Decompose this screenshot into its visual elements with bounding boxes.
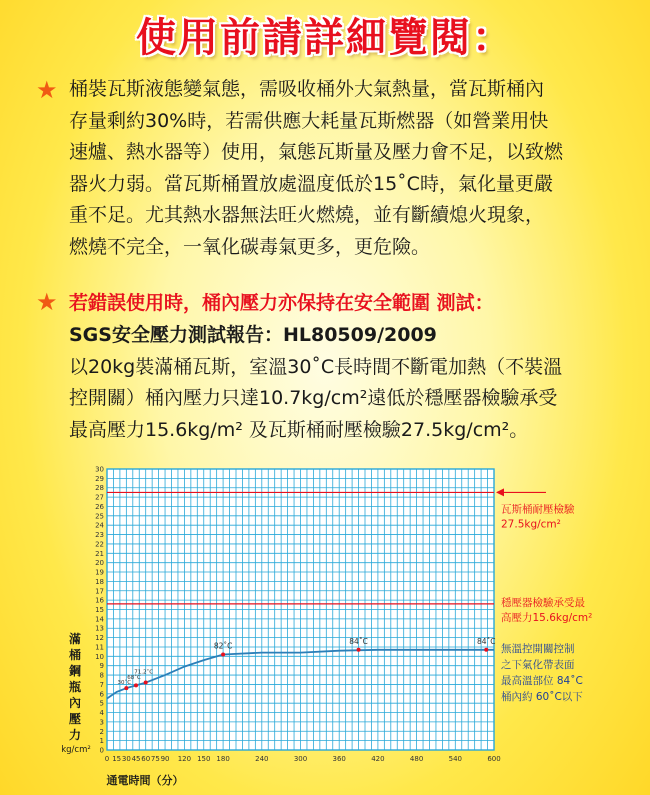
- section-pressure-test: [36, 290, 636, 450]
- page-title: 使用前請詳細覽閱：: [136, 15, 514, 61]
- notice-line: 燃燒不完全，一氧化碳毒氣更多，更危險。: [69, 235, 431, 258]
- reference-arrow-head: [496, 488, 504, 496]
- point-label: 68˚C: [127, 674, 141, 681]
- x-tick-label: 420: [371, 755, 385, 763]
- y-tick-label: 25: [95, 512, 104, 521]
- notice-line: 桶裝瓦斯液態變氣態，需吸收桶外大氣熱量，當瓦斯桶內: [69, 78, 545, 100]
- y-tick-label: 11: [95, 643, 104, 652]
- notice-line: 速爐、熱水器等）使用，氣態瓦斯量及壓力會不足，以致燃: [69, 141, 564, 163]
- x-tick-label: 600: [487, 755, 501, 763]
- y-tick-label: 13: [95, 624, 104, 633]
- x-tick-label: 150: [197, 755, 211, 763]
- y-tick-label: 6: [99, 690, 104, 699]
- test-heading: 若錯誤使用時，桶內壓力亦保持在安全範圍 測試：: [69, 292, 494, 314]
- x-axis-label: 通電時間（分）: [106, 774, 184, 787]
- y-tick-label: 17: [95, 587, 104, 596]
- y-tick-label: 26: [95, 502, 104, 511]
- star-icon: ★: [36, 288, 58, 316]
- y-axis-unit: kg/cm²: [61, 745, 91, 755]
- test-text: [69, 320, 639, 446]
- y-tick-label: 3: [99, 718, 104, 727]
- x-tick-label: 180: [216, 755, 230, 763]
- y-tick-label: 27: [95, 493, 104, 502]
- test-line: 以20kg裝滿桶瓦斯，室溫30˚C長時間不斷電加熱（不裝溫: [69, 355, 563, 378]
- point-label: 84˚C: [476, 636, 496, 646]
- y-tick-label: 7: [99, 680, 104, 689]
- data-point: [134, 683, 138, 687]
- reference-label: 27.5kg/cm²: [501, 518, 561, 531]
- reference-label: 瓦斯桶耐壓檢驗: [501, 503, 575, 516]
- x-tick-label: 15: [112, 755, 122, 763]
- y-tick-label: 30: [95, 465, 104, 474]
- reference-label: 高壓力15.6kg/cm²: [501, 611, 593, 624]
- y-tick-label: 10: [95, 652, 104, 661]
- y-tick-label: 19: [95, 568, 104, 577]
- x-tick-label: 45: [131, 755, 141, 763]
- y-tick-label: 0: [99, 746, 104, 755]
- data-point: [221, 652, 225, 656]
- y-axis-label-char: 滿: [68, 632, 82, 646]
- y-tick-label: 28: [95, 484, 104, 493]
- report-title: SGS安全壓力測試報告：HL80509/2009: [69, 324, 437, 346]
- x-tick-label: 240: [255, 755, 269, 763]
- pressure-chart: [0, 460, 650, 795]
- data-point: [124, 686, 128, 690]
- x-tick-label: 60: [141, 755, 151, 763]
- chart-note: 無溫控開關控制: [501, 643, 575, 655]
- x-tick-label: 360: [332, 755, 346, 763]
- y-tick-label: 8: [99, 671, 104, 680]
- y-tick-label: 5: [99, 699, 104, 708]
- x-tick-label: 75: [150, 755, 160, 763]
- y-tick-label: 14: [95, 615, 104, 624]
- y-axis-label-char: 壓: [68, 712, 82, 726]
- x-tick-label: 540: [448, 755, 462, 763]
- pressure-chart-svg: [0, 460, 650, 795]
- y-tick-label: 12: [95, 634, 104, 643]
- x-tick-label: 0: [104, 755, 110, 763]
- chart-note: 最高溫部位 84˚C: [501, 675, 583, 687]
- notice-text: [69, 74, 639, 263]
- reference-label: 穩壓器檢驗承受最: [501, 596, 585, 609]
- y-tick-label: 20: [95, 559, 104, 568]
- y-tick-label: 2: [99, 727, 104, 736]
- y-tick-label: 18: [95, 577, 104, 586]
- x-tick-label: 90: [160, 755, 170, 763]
- chart-note: 之下氣化帶表面: [501, 659, 575, 671]
- notice-line: 器火力弱。當瓦斯桶置放處溫度低於15˚C時，氣化量更嚴: [69, 172, 553, 195]
- notice-line: 重不足。尤其熱水器無法旺火燃燒，並有斷續熄火現象，: [69, 204, 545, 226]
- y-tick-label: 22: [95, 540, 104, 549]
- y-axis-label-char: 鋼: [68, 664, 82, 678]
- star-icon: ★: [36, 76, 58, 104]
- data-point: [484, 648, 488, 652]
- x-tick-label: 300: [293, 755, 308, 763]
- point-label: 84˚C: [349, 636, 368, 646]
- data-point: [144, 681, 148, 685]
- y-tick-label: 23: [95, 531, 104, 540]
- x-tick-label: 480: [409, 755, 424, 763]
- y-axis-label-char: 力: [68, 728, 82, 742]
- point-label: 82˚C: [213, 641, 233, 651]
- y-tick-label: 9: [99, 662, 104, 671]
- y-axis-label-char: 桶: [68, 648, 82, 662]
- y-tick-label: 16: [95, 596, 104, 605]
- point-label: 30˚C: [117, 680, 132, 687]
- data-point: [357, 648, 361, 652]
- test-line: 最高壓力15.6kg/m² 及瓦斯桶耐壓檢驗27.5kg/cm²。: [69, 418, 529, 441]
- y-tick-label: 21: [95, 549, 104, 558]
- notice-line: 存量剩約30%時，若需供應大耗量瓦斯燃器（如營業用快: [69, 109, 549, 132]
- x-tick-label: 120: [177, 755, 192, 763]
- y-axis-label-char: 瓶: [68, 680, 82, 694]
- chart-note: 桶內約 60˚C以下: [501, 691, 583, 703]
- y-tick-label: 1: [99, 737, 104, 746]
- y-tick-label: 4: [99, 709, 104, 718]
- point-label: 71.2˚C: [134, 669, 154, 676]
- test-line: 控開關）桶內壓力只達10.7kg/cm²遠低於穩壓器檢驗承受: [69, 387, 558, 409]
- section-gas-notice: [36, 76, 636, 266]
- y-axis-label-char: 內: [68, 696, 82, 710]
- x-tick-label: 30: [121, 755, 131, 763]
- y-tick-label: 15: [95, 606, 104, 614]
- y-tick-label: 29: [95, 474, 104, 483]
- y-tick-label: 24: [95, 521, 104, 530]
